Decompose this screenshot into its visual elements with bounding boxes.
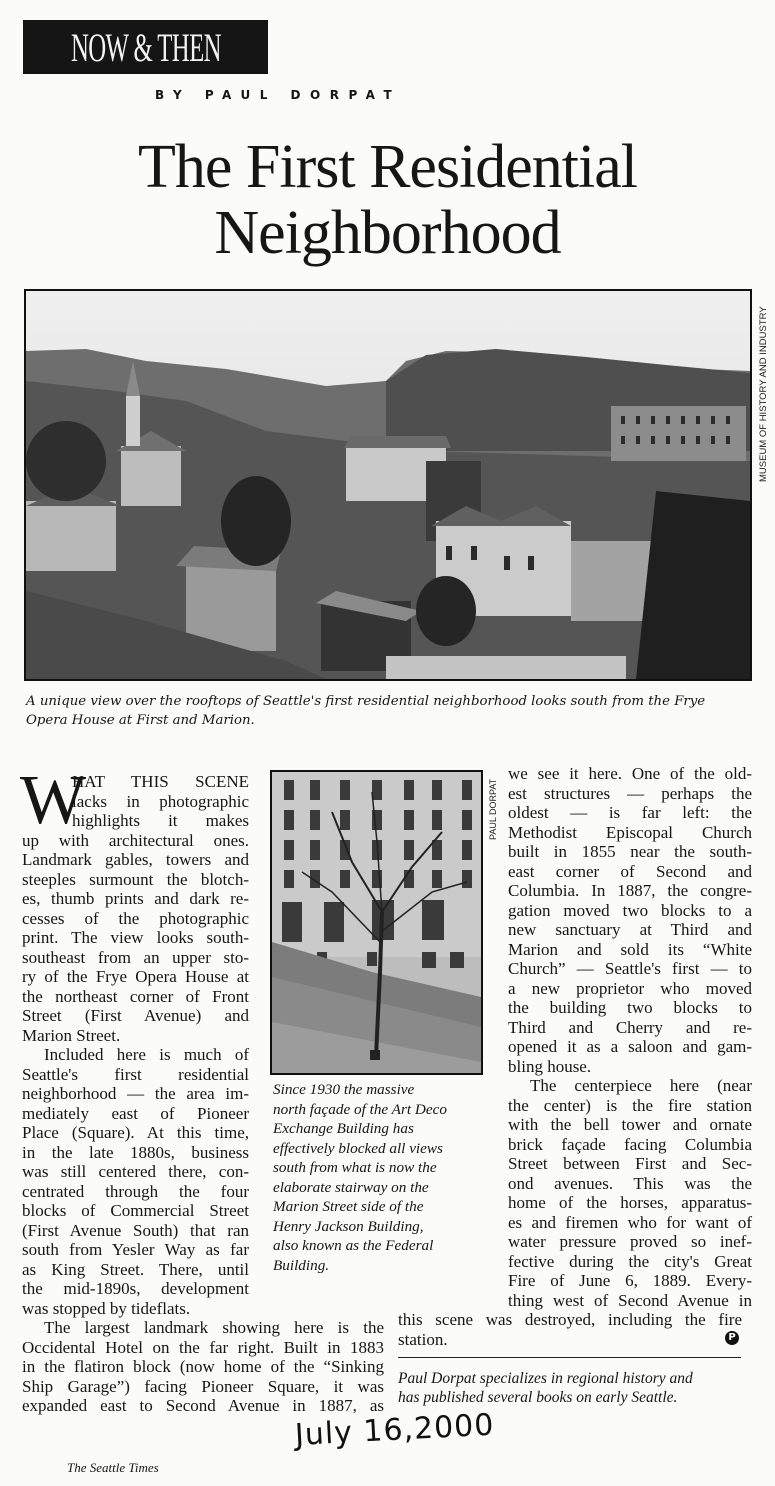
right-column-line: ond avenues. This was the <box>508 1173 752 1193</box>
middle-caption-line: Marion Street side of the <box>273 1198 424 1215</box>
middle-caption-line: also known as the Federal <box>273 1237 434 1254</box>
author-bio-line-1: Paul Dorpat specializes in regional history and <box>398 1370 693 1387</box>
main-photo-caption-line-1: A unique view over the rooftops of Seattle's first residential neighborhood looks south from the Frye <box>26 694 706 709</box>
middle-caption-line: Henry Jackson Building, <box>273 1217 424 1235</box>
right-column-line: oldest — is far left: the <box>508 803 752 822</box>
right-column-line: the center) is the fire station <box>508 1095 752 1115</box>
right-column-line: Street between First and Sec- <box>508 1154 752 1173</box>
middle-caption-line: effectively blocked all views <box>273 1139 443 1157</box>
middle-caption-line: north façade of the Art Deco <box>273 1100 447 1118</box>
bottom-left-line: Ship Garage”) facing Pioneer Square, it was <box>22 1376 384 1396</box>
right-column-line: new sanctuary at Third and <box>508 920 752 939</box>
middle-caption-line: elaborate stairway on the <box>273 1178 429 1196</box>
middle-photo <box>270 770 483 1075</box>
left-column-line: the northeast corner of Front <box>22 986 249 1006</box>
bottom-right-line: this scene was destroyed, including the fire <box>398 1310 742 1329</box>
left-column-line: Place (Square). At this time, <box>22 1123 249 1142</box>
drop-cap: W <box>20 762 87 839</box>
left-column-line: neighborhood — the area im- <box>22 1084 249 1103</box>
left-column-line: print. The view looks south- <box>22 928 249 947</box>
byline: BY PAUL DORPAT <box>155 88 402 102</box>
main-photo-credit: MUSEUM OF HISTORY AND INDUSTRY <box>758 306 769 482</box>
headline-line-2: Neighborhood <box>214 199 561 267</box>
section-kicker <box>23 20 268 74</box>
left-column-line: ry of the Frye Opera House at <box>22 967 249 986</box>
left-column-line: highlights it makes <box>72 811 249 830</box>
bottom-left-line: The largest landmark showing here is the <box>44 1318 384 1337</box>
middle-caption-line: Exchange Building has <box>273 1120 414 1137</box>
right-column-line: Fire of June 6, 1889. Every- <box>508 1271 752 1290</box>
main-photo <box>24 289 752 681</box>
author-bio-line-2: has published several books on early Seattle. <box>398 1389 678 1406</box>
right-column-line: The centerpiece here (near <box>530 1076 752 1095</box>
right-column-line: bling house. <box>508 1056 592 1076</box>
kicker-text: NOW & THEN <box>70 24 221 70</box>
right-column-line: east corner of Second and <box>508 861 752 881</box>
left-column-line: Street (First Avenue) and <box>22 1006 249 1025</box>
right-column-line: Columbia. In 1887, the congre- <box>508 881 752 900</box>
left-column-line: mediately east of Pioneer <box>22 1103 249 1123</box>
divider-rule <box>398 1357 741 1358</box>
left-column-line: blocks of Commercial Street <box>22 1201 249 1220</box>
right-column-line: fective during the city's Great <box>508 1251 752 1271</box>
left-column-line: centrated through the four <box>22 1181 249 1201</box>
publication-name: The Seattle Times <box>67 1460 159 1475</box>
right-column-line: a new proprietor who moved <box>508 978 752 998</box>
right-column-line: Marion and sold its “White <box>508 939 752 959</box>
middle-caption-line: Since 1930 the massive <box>273 1081 415 1098</box>
right-column-line: home of the horses, apparatus- <box>508 1193 752 1212</box>
headline-line-1: The First Residential <box>137 133 638 201</box>
right-column-line: brick façade facing Columbia <box>508 1134 752 1154</box>
left-column-line: es, thumb prints and dark re- <box>22 889 249 908</box>
left-column-line: HAT THIS SCENE <box>72 772 249 791</box>
left-column-line: Landmark gables, towers and <box>22 850 249 869</box>
left-column-line: as King Street. There, until <box>22 1259 249 1279</box>
left-column-line: up with architectural ones. <box>22 830 249 850</box>
end-mark-icon: P <box>725 1331 739 1345</box>
middle-photo-image <box>272 772 481 1073</box>
handwritten-date: July 16,2000 <box>294 1407 496 1453</box>
left-column-line: Marion Street. <box>22 1025 121 1045</box>
left-column-line: lacks in photographic <box>72 791 249 811</box>
left-column-line: (First Avenue South) that ran <box>22 1220 249 1240</box>
left-column-line: Seattle's first residential <box>22 1064 249 1084</box>
middle-caption-line: south from what is now the <box>273 1159 437 1176</box>
middle-caption-line: Building. <box>273 1256 330 1274</box>
right-column-line: es and firemen who for want of <box>508 1212 752 1232</box>
right-column-line: Church” — Seattle's first — to <box>508 959 752 978</box>
left-column-line: steeples surmount the blotch- <box>22 869 249 889</box>
right-column-line: est structures — perhaps the <box>508 783 752 803</box>
right-column-line: thing west of Second Avenue in <box>508 1290 752 1310</box>
right-column-line: Third and Cherry and re- <box>508 1017 752 1037</box>
right-column-line: built in 1855 near the south- <box>508 842 752 861</box>
right-column-line: opened it as a saloon and gam- <box>508 1037 752 1056</box>
left-column-line: in the late 1880s, business <box>22 1142 249 1162</box>
bottom-left-line: expanded east to Second Avenue in 1887, as <box>22 1396 384 1415</box>
right-column-line: water pressure proved so inef- <box>508 1232 752 1251</box>
left-column-line: cesses of the photographic <box>22 908 249 928</box>
left-column-line: south from Yesler Way as far <box>22 1240 249 1259</box>
main-photo-image <box>26 291 750 679</box>
middle-photo-credit: PAUL DORPAT <box>488 778 498 840</box>
bottom-left-line: in the flatiron block (now home of the “Sinking <box>22 1357 384 1376</box>
bottom-left-line: Occidental Hotel on the far right. Built in 1883 <box>22 1337 384 1357</box>
right-column-line: we see it here. One of the old- <box>508 764 752 783</box>
main-photo-caption-line-2: Opera House at First and Marion. <box>26 713 255 728</box>
left-column-line: Included here is much of <box>44 1045 249 1064</box>
right-column-line: with the bell tower and ornate <box>508 1115 752 1134</box>
bottom-right-line: station. <box>398 1329 448 1349</box>
left-column-line: was still centered there, con- <box>22 1162 249 1181</box>
right-column-line: the building two blocks to <box>508 998 752 1017</box>
right-column-line: Methodist Episcopal Church <box>508 822 752 842</box>
left-column-line: was stopped by tideflats. <box>22 1298 191 1318</box>
left-column-line: the mid-1890s, development <box>22 1279 249 1298</box>
left-column-line: southeast from an upper sto- <box>22 947 249 967</box>
right-column-line: gation moved two blocks to a <box>508 900 752 920</box>
